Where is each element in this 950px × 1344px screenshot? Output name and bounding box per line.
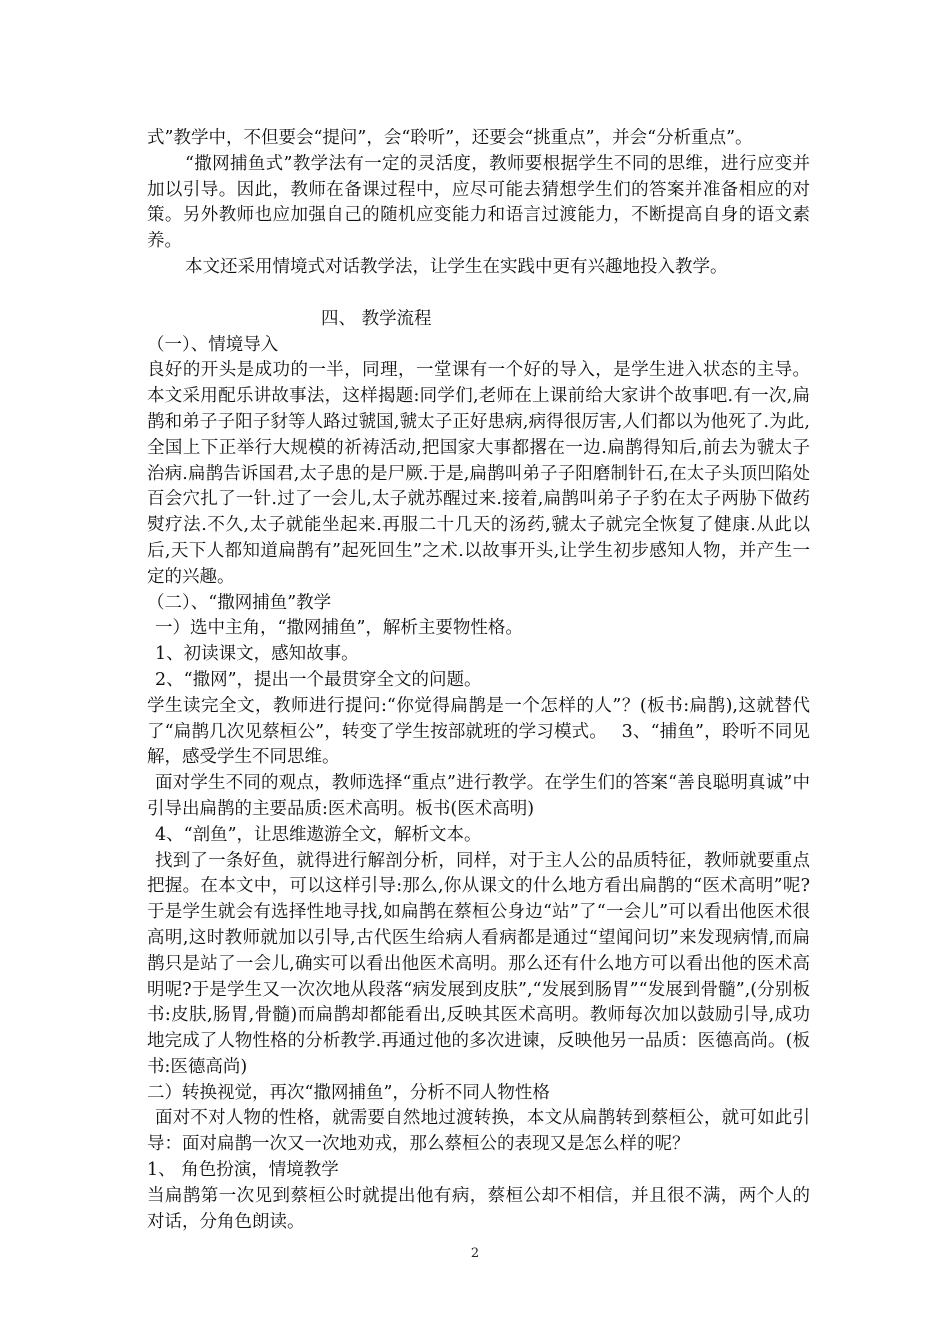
paragraph-story-intro: 良好的开头是成功的一半，同理，一堂课有一个好的导入，是学生进入状态的主导。本文采用配乐讲故事法，这样揭题:同学们,老师在上课前给大家讲个故事吧.有一次,扁鹊和弟子子阳子豺等人路过虢国,虢太子正好患病,病得很厉害,人们都以为他死了.为此,全国上下正举行大规模的祈祷活动,把国家大事都撂在一边.扁鹊得知后,前去为虢太子治病.扁鹊告诉国君,太子患的是尸厥.于是,扁鹊叫弟子子阳磨制针石,在太子头顶凹陷处百会穴扎了一针.过了一会儿,太子就苏醒过来.接着,扁鹊叫弟子子豹在太子两胁下做药熨疗法.不久,太子就能坐起来.再服二十几天的汤药,虢太子就完全恢复了健康.从此以后,天下人都知道扁鹊有”起死回生”之术.以故事开头,让学生初步感知人物，并产生一定的兴趣。 [147,360,810,587]
paragraph-role-reading: 当扁鹊第一次见到蔡桓公时就提出他有病，蔡桓公却不相信，并且很不满，两个人的对话，分角色朗读。 [147,1185,810,1232]
paragraph-transition: 面对不对人物的性格，就需要自然地过渡转换，本文从扁鹊转到蔡桓公，就可如此引导：面对扁鹊一次又一次地劝戎，那么蔡桓公的表现又是怎么样的呢？ [147,1108,810,1155]
step-switch-perspective: 二）转换视觉，再次“撒网捕鱼”，分析不同人物性格 [147,1082,550,1103]
step-role-play: 1、 角色扮演，情境教学 [147,1160,339,1181]
step-first-reading: 1、初读课文，感知故事。 [155,644,359,665]
section-heading: 四、 教学流程 [321,308,432,329]
paragraph-questioning: 学生读完全文，教师进行提问:“你觉得扁鹊是一个怎样的人”？(板书:扁鹊),这就替代了“扁鹊几次见蔡桓公”，转变了学生按部就班的学习模式。 3、“捕鱼”，聆听不同见解，感受学生不同思维。 [147,695,810,768]
paragraph-flexibility: “撒网捕鱼式”教学法有一定的灵活度，教师要根据学生不同的思维，进行应变并加以引导。因此，教师在备课过程中，应尽可能去猜想学生们的答案并准备相应的对策。另外教师也应加强自己的随机应变能力和语言过渡能力，不断提高自身的语文素养。 [147,153,810,252]
step-select-protagonist: 一）选中主角，“撒网捕鱼”，解析主要物性格。 [155,618,523,639]
paragraph-key-points: 面对学生不同的观点，教师选择“重点”进行教学。在学生们的答案“善良聪明真诚”中引导出扁鹊的主要品质:医术高明。板书(医术高明) [147,773,810,819]
subheading-net-fishing: （二）、“撒网捕鱼”教学 [147,592,332,613]
document-body [147,126,810,1235]
paragraph-situational-dialogue: 本文还采用情境式对话教学法，让学生在实践中更有兴趣地投入教学。 [185,256,728,277]
step-cast-net: 2、“撒网”，提出一个最贯穿全文的问题。 [155,669,482,690]
step-dissect-fish: 4、“剖鱼”，让思维遨游全文，解析文本。 [155,824,482,845]
paragraph-teaching-method-end: 式”教学中，不但要会“提问”，会“聆听”，还要会“挑重点”，并会“分析重点”。 [147,128,753,148]
page-number: 2 [470,1246,480,1261]
subheading-intro: （一）、情境导入 [147,334,279,355]
paragraph-analysis: 找到了一条好鱼，就得进行解剖分析，同样，对于主人公的品质特征，教师就要重点把握。在本文中，可以这样引导:那么,你从课文的什么地方看出扁鹊的“医术高明”呢?于是学生就会有选择性地寻找,如扁鹊在蔡桓公身边“站”了“一会儿”可以看出他医术很高明,这时教师就加以引导,古代医生给病人看病都是通过“望闻问切”来发现病情,而扁鹊只是站了一会儿,确实可以看出他医术高明。那么还有什么地方可以看出他的医术高明呢?于是学生又一次次地从段落“病发展到皮肤”,“发展到肠胃”“发展到骨髓”,(分别板书:皮肤,肠胃,骨髓)而扁鹊却都能看出,反映其医术高明。教师每次加以鼓励引导,成功地完成了人物性格的分析教学.再通过他的多次进谏，反映他另一品质：医德高尚。(板书:医德高尚) [147,850,810,1077]
blank-line [147,281,810,307]
